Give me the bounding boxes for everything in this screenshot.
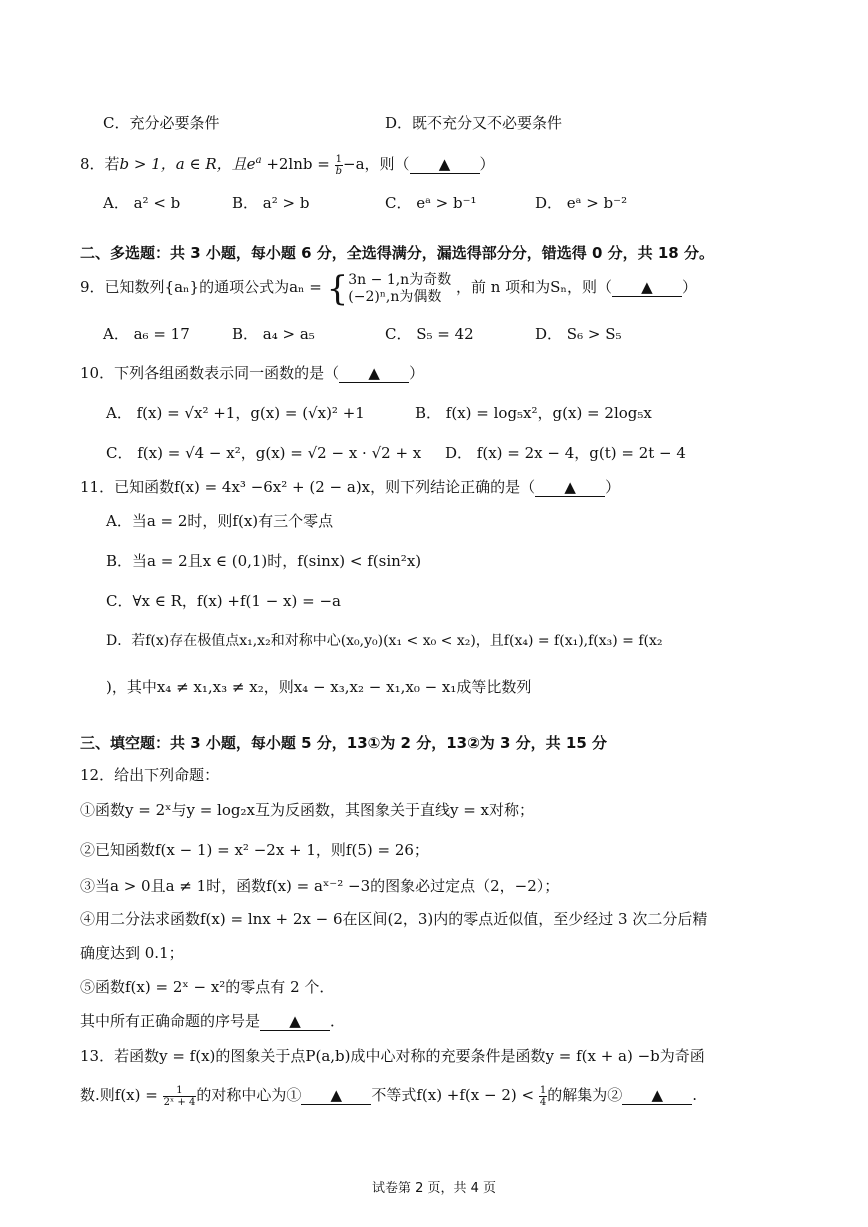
q8-rest: +2lnb =: [266, 155, 330, 173]
q9-option-c: C． S₅ = 42: [385, 325, 474, 343]
q9-piecewise: { 3n − 1,n为奇数 (−2)ⁿ,n为偶数: [326, 268, 452, 309]
q11-option-c: C．∀x ∈ R，f(x) +f(1 − x) = −a: [106, 592, 341, 610]
section-2-title: 二、多选题：共 3 小题，每小题 6 分，全选得满分，漏选得部分分，错选得 0 分，共 18 分。: [80, 244, 714, 262]
q13-fraction-1: [163, 1085, 197, 1108]
q11-option-a: A．当a = 2时，则f(x)有三个零点: [106, 512, 334, 530]
q13-l2-d: 的解集为②: [547, 1086, 623, 1104]
q8-tail: −a，则（: [343, 155, 410, 173]
q13-fraction-2: [539, 1085, 547, 1108]
q13-line2: [80, 1082, 697, 1108]
q8-stem: 8．若b > 1，a ∈ R，且$e^a +2\ln b$ = $\frac{1}{b}$ −a，则（ ▲ ）: [80, 153, 495, 177]
q9-option-d: D． S₆ > S₅: [535, 325, 622, 343]
q10-option-d: D． f(x) = 2x − 4，g(t) = 2t − 4: [445, 444, 686, 462]
q13-l2-end: .: [692, 1086, 698, 1104]
q11-close: ）: [605, 478, 621, 496]
q8-prefix: 8．若: [80, 155, 120, 173]
q10-close: ）: [409, 364, 425, 382]
q11-option-d-line2: )，其中x₄ ≠ x₁,x₃ ≠ x₂，则x₄ − x₃,x₂ − x₁,x₀ − x₁成等比数列: [106, 678, 532, 696]
q8-option-c: C． eᵃ > b⁻¹: [385, 194, 477, 212]
q7-option-d: D．既不充分又不必要条件: [385, 114, 563, 132]
q12-end: ．: [330, 1012, 346, 1030]
q8-option-d: D． eᵃ > b⁻²: [535, 194, 628, 212]
q9-stem-b: ，前 n 项和为Sₙ，则（: [455, 278, 612, 296]
q9-option-a: A． a₆ = 17: [103, 325, 190, 343]
q8-close: ）: [479, 155, 495, 173]
q9-stem-a: 9．已知数列{aₙ}的通项公式为aₙ =: [80, 278, 322, 296]
q8-cond: b > 1，a ∈ R，且e: [119, 155, 256, 173]
q13-frac2-num: 1: [539, 1084, 547, 1096]
q8-frac-den: b: [335, 165, 343, 177]
q11-stem: [80, 476, 620, 498]
q13-l2-c: 不等式f(x) +f(x − 2) <: [371, 1086, 535, 1104]
q8-fraction: [335, 154, 343, 177]
q12-ask-text: 其中所有正确命题的序号是: [80, 1012, 261, 1030]
q9-answer-blank[interactable]: ▲: [612, 278, 682, 297]
q11-option-b: B．当a = 2且x ∈ (0,1)时，f(sinx) < f(sin²x): [106, 552, 422, 570]
q9-close: ）: [681, 278, 697, 296]
q10-stem-text: 10．下列各组函数表示同一函数的是（: [80, 364, 340, 382]
q8-frac-num: 1: [335, 153, 342, 165]
q10-option-b: B． f(x) = log₅x²，g(x) = 2log₅x: [415, 404, 652, 422]
q12-item-4: ④用二分法求函数f(x) = lnx + 2x − 6在区间(2，3)内的零点近似值，至少经过 3 次二分后精: [80, 910, 708, 928]
q9-case-even: (−2)ⁿ,n为偶数: [348, 288, 442, 305]
q13-frac1-den: 2ˣ + 4: [163, 1096, 196, 1108]
q11-answer-blank[interactable]: ▲: [535, 478, 605, 497]
q12-item-2: ②已知函数f(x − 1) = x² −2x + 1，则f(5) = 26；: [80, 841, 429, 859]
q8-option-a: A． a² < b: [103, 194, 181, 212]
q7-option-c: C．充分必要条件: [103, 114, 220, 132]
q12-item-5: ⑤函数f(x) = 2ˣ − x²的零点有 2 个．: [80, 978, 335, 996]
q10-stem: [80, 362, 424, 384]
q12-ask: [80, 1010, 345, 1032]
q9-stem: [80, 268, 697, 309]
q13-line1: 13．若函数y = f(x)的图象关于点P(a,b)成中心对称的充要条件是函数y = f(x + a) −b为奇函: [80, 1047, 705, 1065]
q8-option-b: B． a² > b: [232, 194, 310, 212]
q13-frac1-num: 1: [163, 1085, 197, 1097]
q12-item-3: ③当a > 0且a ≠ 1时，函数f(x) = aˣ⁻² −3的图象必过定点（2，−2）；: [80, 877, 560, 895]
q12-item-4-cont: 确度达到 0.1；: [80, 944, 184, 962]
q8-answer-blank[interactable]: ▲: [410, 155, 480, 174]
q10-option-a: A． f(x) = √x² +1，g(x) = (√x)² +1: [106, 404, 365, 422]
q13-l2-a: 数.则f(x) =: [80, 1086, 158, 1104]
q10-answer-blank[interactable]: ▲: [339, 364, 409, 383]
q10-option-c: C． f(x) = √4 − x²，g(x) = √2 − x · √2 + x: [106, 444, 422, 462]
q11-stem-text: 11．已知函数f(x) = 4x³ −6x² + (2 − a)x，则下列结论正确的是（: [80, 478, 536, 496]
q12-item-1: ①函数y = 2ˣ与y = log₂x互为反函数，其图象关于直线y = x对称；: [80, 801, 535, 819]
q13-answer-blank-2[interactable]: ▲: [622, 1086, 692, 1105]
q13-frac2-den: 4: [539, 1096, 547, 1108]
page-footer: 试卷第 2 页，共 4 页: [371, 1181, 497, 1196]
section-3-title: 三、填空题：共 3 小题，每小题 5 分，13①为 2 分，13②为 3 分，共 15 分: [80, 734, 607, 752]
q13-answer-blank-1[interactable]: ▲: [301, 1086, 371, 1105]
q9-option-b: B． a₄ > a₅: [232, 325, 315, 343]
q11-option-d-line1: D．若f(x)存在极值点x₁,x₂和对称中心(x₀,y₀)(x₁ < x₀ < x₂)，且f(x₄) = f(x₁),f(x₃) = f(x₂: [106, 633, 663, 649]
q9-case-odd: 3n − 1,n为奇数: [348, 271, 452, 288]
q13-l2-b: 的对称中心为①: [196, 1086, 302, 1104]
q12-stem: 12．给出下列命题：: [80, 766, 220, 784]
q12-answer-blank[interactable]: ▲: [260, 1012, 330, 1031]
